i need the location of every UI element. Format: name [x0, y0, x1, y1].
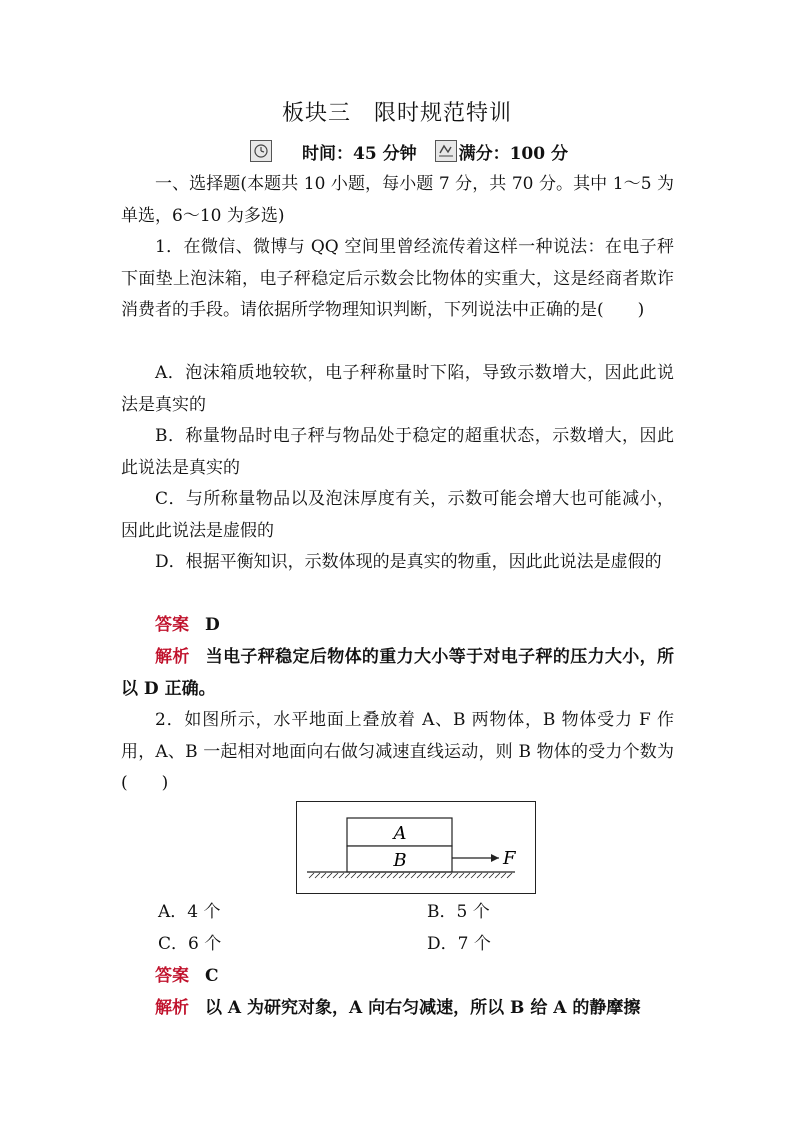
question-1-stem: 1．在微信、微博与 QQ 空间里曾经流传着这样一种说法：在电子秤下面垫上泡沫箱，电子秤稳定后示数会比物体的实重大，这是经商者欺诈消费者的手段。请依据所学物理知识判断，下列说法中正确的是( ): [121, 237, 674, 321]
answer-label: 答案: [155, 615, 189, 635]
question-2-option-d: D．7 个: [427, 934, 491, 954]
question-1-option-c: C．与所称量物品以及泡沫厚度有关，示数可能会增大也可能减小，因此此说法是虚假的: [121, 489, 674, 541]
ground-hatching: [309, 873, 512, 878]
question-2-option-b: B．5 个: [427, 902, 490, 922]
question-2-answer: [121, 961, 674, 993]
analysis-label: 解析: [155, 647, 190, 667]
question-2-option-c: C．6 个: [158, 934, 222, 954]
question-1-analysis: [121, 642, 674, 705]
question-1-option-a: A．泡沫箱质地较软，电子秤称量时下陷，导致示数增大，因此此说法是真实的: [121, 363, 674, 415]
answer-label: 答案: [155, 966, 189, 986]
analysis-text: 当电子秤稳定后物体的重力大小等于对电子秤的压力大小，所以 D 正确。: [121, 647, 675, 699]
force-arrowhead: [491, 854, 499, 862]
force-diagram: [296, 801, 536, 894]
answer-value: D: [205, 615, 220, 635]
label-f: F: [503, 848, 516, 869]
exam-meta: [250, 138, 568, 164]
question-2-option-a: A．4 个: [158, 902, 221, 922]
page-title: 板块三 限时规范特训: [281, 101, 512, 126]
clock-icon: [250, 140, 272, 162]
analysis-label: 解析: [155, 998, 189, 1018]
time-limit: 时间：45 分钟: [302, 143, 417, 164]
section-heading: 一、选择题(本题共 10 小题，每小题 7 分，共 70 分。其中 1～5 为单选，6～10 为多选): [121, 174, 674, 226]
question-2-stem: 2．如图所示，水平地面上叠放着 A、B 两物体，B 物体受力 F 作用，A、B 一起相对地面向右做匀减速直线运动，则 B 物体的受力个数为( ): [121, 710, 674, 794]
answer-value: C: [205, 966, 219, 986]
label-a: A: [393, 823, 407, 844]
score-icon: [435, 140, 457, 162]
label-b: B: [393, 850, 407, 871]
question-1-option-b: B．称量物品时电子秤与物品处于稳定的超重状态，示数增大，因此此说法是真实的: [121, 426, 674, 478]
question-2-analysis: [121, 993, 674, 1025]
question-1-option-d: D．根据平衡知识，示数体现的是真实的物重，因此此说法是虚假的: [155, 552, 662, 572]
question-1-answer: [121, 610, 674, 642]
analysis-text: 以 A 为研究对象，A 向右匀减速，所以 B 给 A 的静摩擦: [205, 998, 641, 1018]
full-score: 满分：100 分: [458, 143, 568, 164]
